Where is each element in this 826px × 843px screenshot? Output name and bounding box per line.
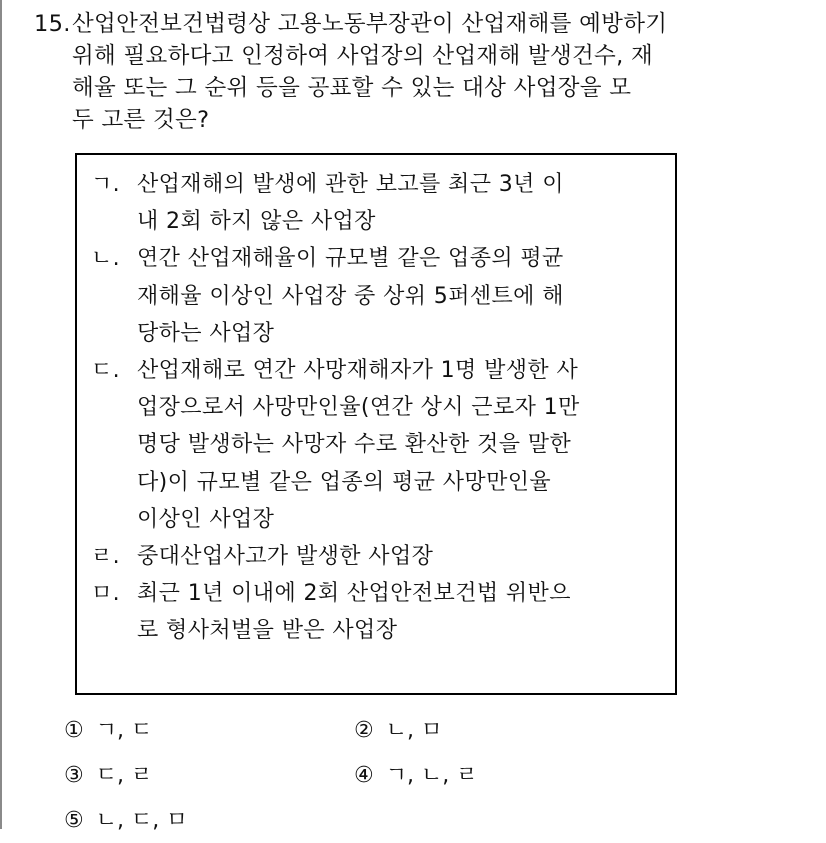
item-line: 내 2회 하지 않은 사업장: [137, 209, 376, 235]
item-marker: ㅁ.: [91, 581, 121, 607]
choice-2[interactable]: [354, 708, 442, 753]
page-left-border: [0, 0, 2, 829]
question-stem: [34, 8, 794, 136]
item-marker: ㄴ.: [91, 246, 121, 272]
question-line: 두 고른 것은?: [72, 107, 210, 133]
choice-text: ㄴ, ㄷ, ㅁ: [95, 808, 188, 833]
item-marker: ㄹ.: [91, 544, 121, 570]
choice-3[interactable]: [64, 753, 152, 798]
choice-4[interactable]: [354, 753, 477, 798]
item-marker: ㄱ.: [91, 172, 121, 197]
item-line: 로 형사처벌을 받은 사업장: [137, 618, 398, 644]
choice-number: ③: [64, 763, 84, 788]
question-text: [72, 8, 794, 136]
condition-item-giyeok: [91, 166, 671, 240]
choice-text: ㄱ, ㄴ, ㄹ: [385, 763, 478, 788]
choice-text: ㄷ, ㄹ: [95, 763, 153, 788]
question-line: 위해 필요하다고 인정하여 사업장의 산업재해 발생건수, 재: [72, 43, 654, 69]
choice-1[interactable]: [64, 708, 152, 753]
item-line: 최근 1년 이내에 2회 산업안전보건법 위반으: [137, 581, 571, 607]
condition-item-digeut: [91, 352, 671, 538]
item-line: 연간 산업재해율이 규모별 같은 업종의 평균: [137, 246, 564, 272]
item-line: 산업재해의 발생에 관한 보고를 최근 3년 이: [137, 172, 564, 197]
choice-text: ㄱ, ㄷ: [95, 718, 153, 743]
choice-number: ④: [354, 763, 374, 788]
question-line: 산업안전보건법령상 고용노동부장관이 산업재해를 예방하기: [72, 11, 668, 37]
item-line: 재해율 이상인 사업장 중 상위 5퍼센트에 해: [137, 283, 564, 309]
choice-number: ⑤: [64, 808, 84, 833]
conditions-list: [91, 166, 671, 650]
item-line: 중대산업사고가 발생한 사업장: [137, 544, 434, 570]
conditions-box: [75, 153, 677, 695]
choice-number: ①: [64, 718, 84, 743]
question-line: 해율 또는 그 순위 등을 공표할 수 있는 대상 사업장을 모: [72, 75, 632, 101]
item-line: 이상인 사업장: [137, 506, 275, 532]
item-marker: ㄷ.: [91, 358, 121, 384]
item-line: 다)이 규모별 같은 업종의 평균 사망만인율: [137, 469, 552, 495]
question-number: 15.: [34, 11, 71, 37]
item-line: 당하는 사업장: [137, 320, 275, 346]
condition-item-nieun: [91, 240, 671, 352]
item-line: 명당 발생하는 사망자 수로 환산한 것을 말한: [137, 432, 572, 458]
condition-item-mieum: [91, 575, 671, 649]
condition-item-rieul: [91, 538, 671, 575]
item-line: 산업재해로 연간 사망재해자가 1명 발생한 사: [137, 358, 579, 384]
choice-text: ㄴ, ㅁ: [385, 718, 443, 743]
choice-number: ②: [354, 718, 374, 743]
item-line: 업장으로서 사망만인율(연간 상시 근로자 1만: [137, 395, 580, 421]
choice-5[interactable]: [64, 798, 187, 843]
